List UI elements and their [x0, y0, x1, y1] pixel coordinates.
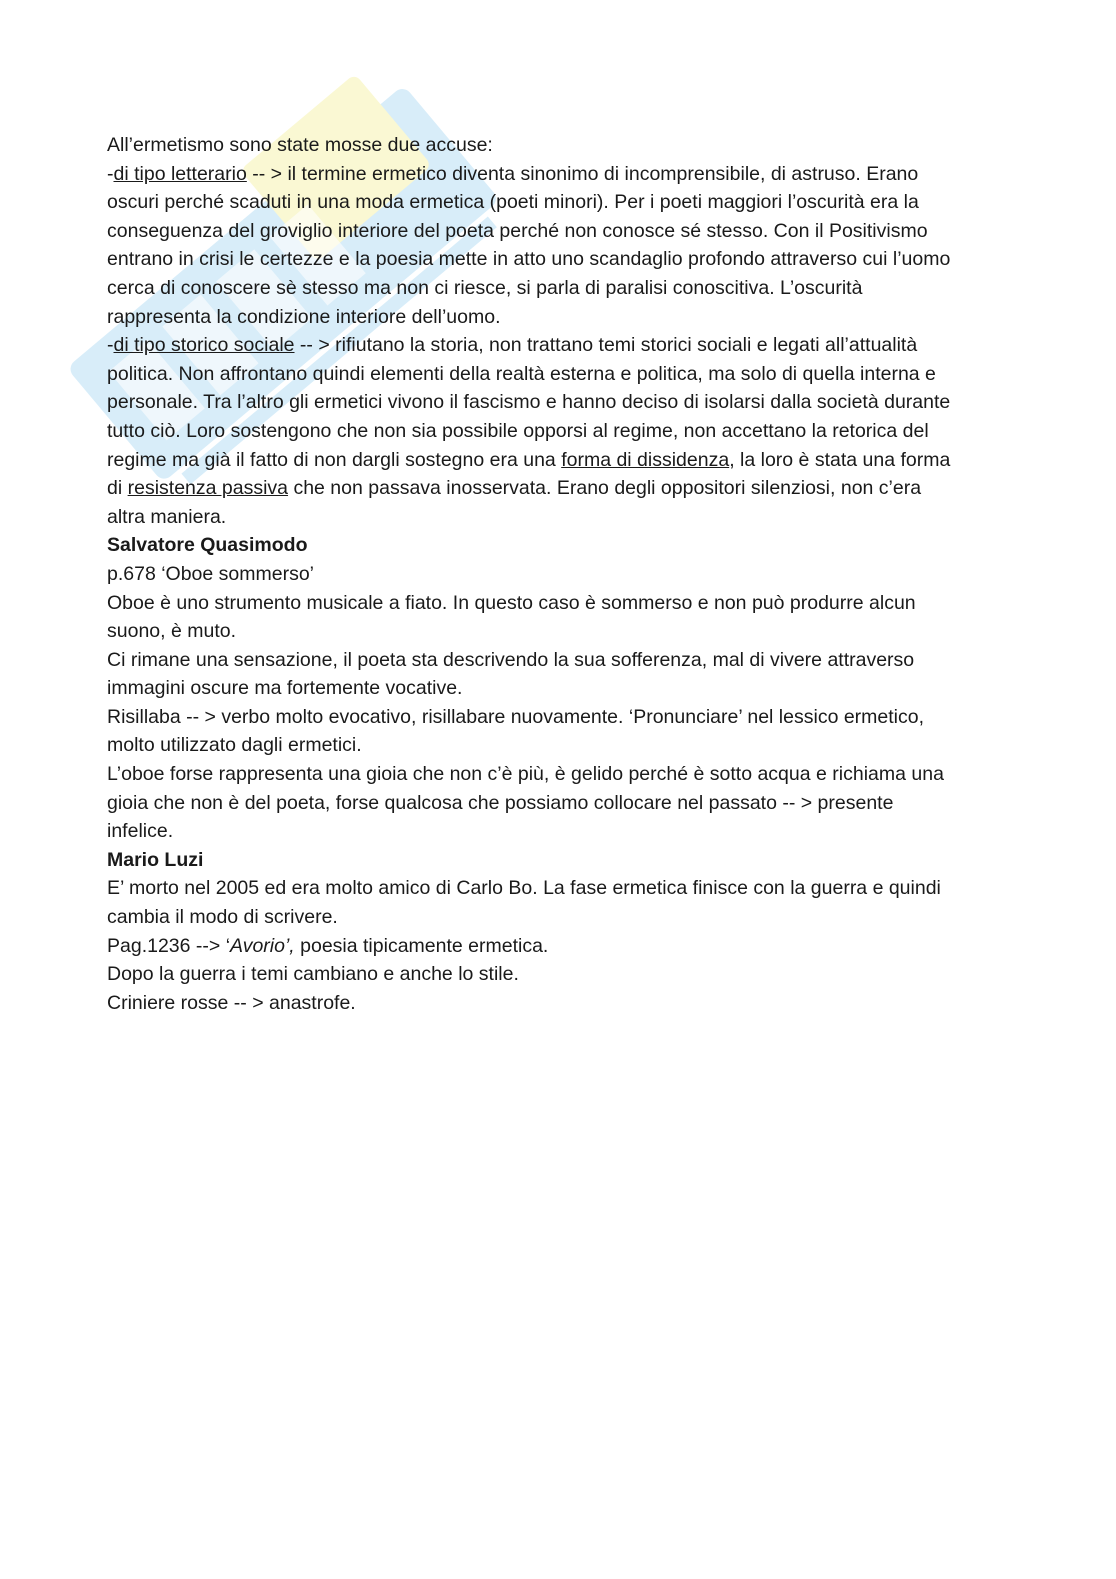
heading-luzi: Mario Luzi [107, 848, 204, 871]
text-line: suono, è muto. [107, 620, 236, 643]
avorio-line: Pag.1236 --> ‘Avorio’, poesia tipicamente ermetica. [107, 934, 549, 957]
text-line: rappresenta la condizione interiore dell’uomo. [107, 305, 501, 328]
text-line: personale. Tra l’altro gli ermetici vivono il fascismo e hanno deciso di isolarsi dalla società durante [107, 391, 951, 414]
resistenza-passiva-term: resistenza passiva [127, 477, 289, 500]
text-line: cerca di conoscere sè stesso ma non ci riesce, si parla di paralisi conoscitiva. L’oscurità [107, 276, 863, 299]
text-line: oscuri perché scaduti in una moda ermetica (poeti minori). Per i poeti maggiori l’oscurità era la [107, 191, 919, 214]
text-line: Dopo la guerra i temi cambiano e anche lo stile. [107, 963, 519, 986]
text-line: Risillaba -- > verbo molto evocativo, risillabare nuovamente. ‘Pronunciare’ nel lessico ermetico, [107, 705, 925, 728]
dissidenza-line: regime ma già il fatto di non dargli sostegno era una forma di dissidenza, la loro è stata una forma [107, 448, 951, 471]
text-line: infelice. [107, 820, 174, 843]
text-line: Criniere rosse -- > anastrofe. [107, 991, 356, 1014]
accusa-letteraria-line: -di tipo letterario -- > il termine ermetico diventa sinonimo di incomprensibile, di astruso. Erano [107, 162, 919, 185]
avorio-title: Avorio’, [230, 934, 295, 957]
text-line: Ci rimane una sensazione, il poeta sta descrivendo la sua sofferenza, mal di vivere attraverso [107, 648, 915, 671]
accusa-letteraria-label: di tipo letterario [113, 162, 247, 185]
text-line: immagini oscure ma fortemente vocative. [107, 677, 463, 700]
heading-quasimodo: Salvatore Quasimodo [107, 534, 308, 557]
text-line: politica. Non affrontano quindi elementi della realtà esterna e politica, ma solo di quella interna e [107, 362, 936, 385]
forma-di-dissidenza-term: forma di dissidenza [561, 448, 730, 471]
text-line: entrano in crisi le certezze e la poesia mette in atto uno scandaglio profondo attraverso cui l’uomo [107, 248, 951, 271]
text-line: p.678 ‘Oboe sommerso’ [107, 562, 315, 585]
text-line: gioia che non è del poeta, forse qualcosa che possiamo collocare nel passato -- > presente [107, 791, 894, 814]
document-body [107, 131, 1007, 1017]
intro-line: All’ermetismo sono state mosse due accuse: [107, 134, 493, 156]
text-line: Oboe è uno strumento musicale a fiato. In questo caso è sommerso e non può produrre alcun [107, 591, 916, 614]
text-line: tutto ciò. Loro sostengono che non sia possibile opporsi al regime, non accettano la retorica del [107, 419, 929, 442]
text-line: L’oboe forse rappresenta una gioia che non c’è più, è gelido perché è sotto acqua e richiama una [107, 763, 944, 786]
resistenza-line: di resistenza passiva che non passava inosservata. Erano degli oppositori silenziosi, non c’era [107, 477, 922, 500]
text-line: conseguenza del groviglio interiore del poeta perché non conosce sé stesso. Con il Positivismo [107, 219, 928, 242]
accusa-storica-line: -di tipo storico sociale -- > rifiutano la storia, non trattano temi storici sociali e legati all’attualità [107, 334, 918, 357]
text-line: molto utilizzato dagli ermetici. [107, 734, 362, 757]
accusa-storica-label: di tipo storico sociale [113, 334, 295, 357]
text-line: altra maniera. [107, 505, 227, 528]
text-line: E’ morto nel 2005 ed era molto amico di Carlo Bo. La fase ermetica finisce con la guerra e quindi [107, 877, 941, 900]
text-line: cambia il modo di scrivere. [107, 906, 338, 929]
